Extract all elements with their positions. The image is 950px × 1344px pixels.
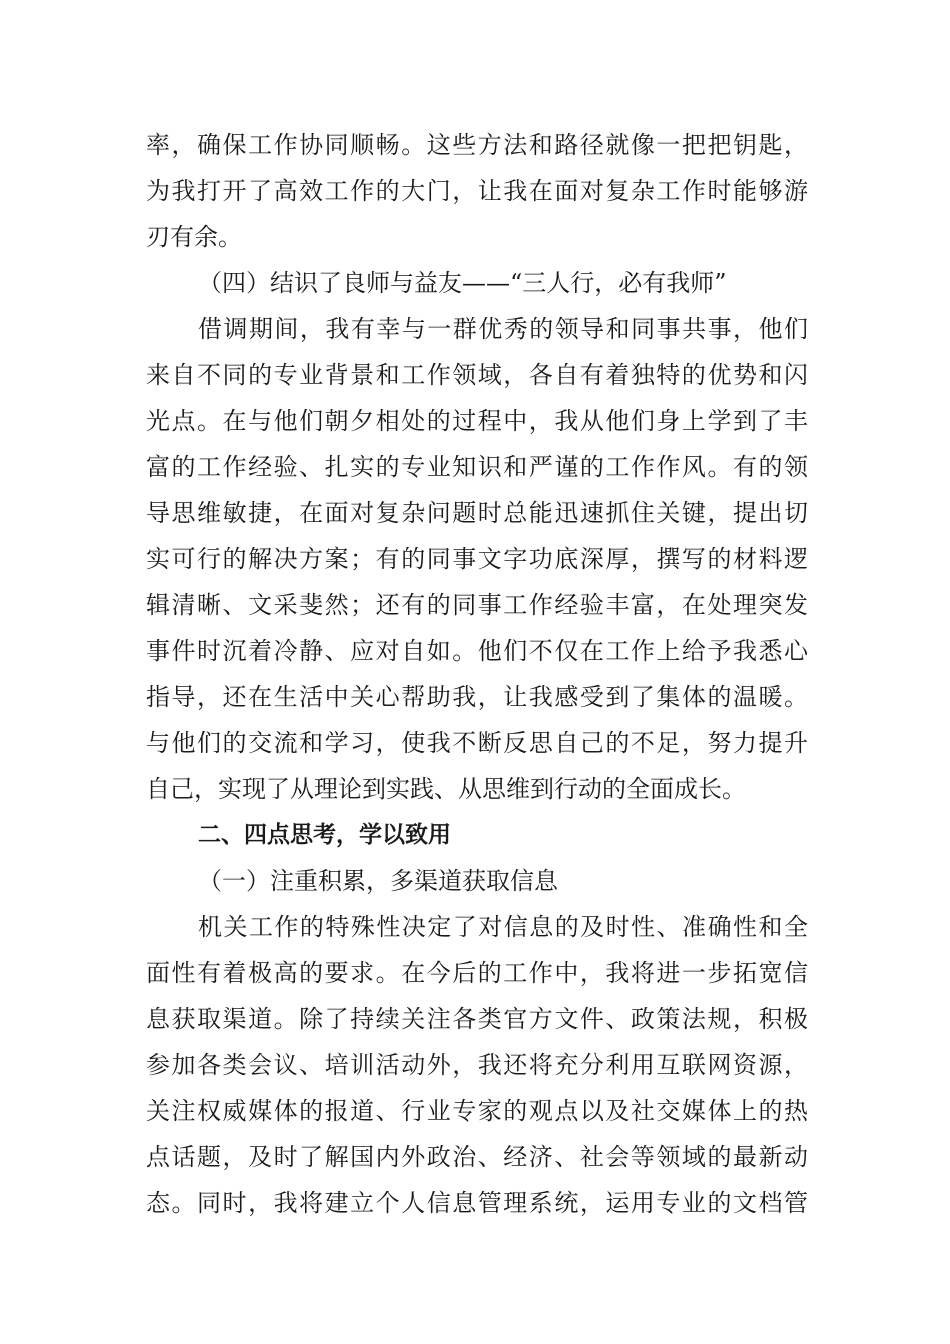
text-line: 面性有着极高的要求。在今后的工作中，我将进一步拓宽信 [146, 959, 808, 987]
text-line: 实可行的解决方案；有的同事文字功底深厚，撰写的材料逻 [146, 545, 808, 573]
paragraph-intro [146, 122, 808, 260]
text-line: 点话题，及时了解国内外政治、经济、社会等领域的最新动 [146, 1143, 808, 1171]
text-line: 借调期间，我有幸与一群优秀的领导和同事共事，他们 [198, 315, 808, 343]
text-line: 辑清晰、文采斐然；还有的同事工作经验丰富，在处理突发 [146, 591, 808, 619]
text-line: 参加各类会议、培训活动外，我还将充分利用互联网资源， [146, 1051, 808, 1079]
text-line: 自己，实现了从理论到实践、从思维到行动的全面成长。 [146, 775, 746, 803]
section-heading-two: 二、四点思考，学以致用 [198, 822, 451, 848]
text-line: 指导，还在生活中关心帮助我，让我感受到了集体的温暖。 [146, 683, 808, 711]
text-line: 来自不同的专业背景和工作领域，各自有着独特的优势和闪 [146, 361, 808, 389]
text-line: 光点。在与他们朝夕相处的过程中，我从他们身上学到了丰 [146, 407, 808, 435]
paragraph-info [146, 904, 808, 1226]
text-line: 事件时沉着冷静、应对自如。他们不仅在工作上给予我悉心 [146, 637, 808, 665]
subheading-one: （一）注重积累，多渠道获取信息 [198, 867, 558, 895]
text-line: 导思维敏捷，在面对复杂问题时总能迅速抓住关键，提出切 [146, 499, 808, 527]
text-line: 态。同时，我将建立个人信息管理系统，运用专业的文档管 [146, 1189, 808, 1217]
text-line: 为我打开了高效工作的大门，让我在面对复杂工作时能够游 [146, 177, 808, 205]
text-line: 刃有余。 [146, 223, 242, 251]
text-line: 关注权威媒体的报道、行业专家的观点以及社交媒体上的热 [146, 1097, 808, 1125]
text-line: 与他们的交流和学习，使我不断反思自己的不足，努力提升 [146, 729, 808, 757]
subheading-four: （四）结识了良师与益友——“三人行，必有我师” [198, 269, 727, 297]
text-line: 率，确保工作协同顺畅。这些方法和路径就像一把把钥匙， [146, 131, 808, 159]
text-line: 富的工作经验、扎实的专业知识和严谨的工作作风。有的领 [146, 453, 808, 481]
paragraph-mentors [146, 306, 808, 812]
text-line: 机关工作的特殊性决定了对信息的及时性、准确性和全 [198, 913, 808, 941]
text-line: 息获取渠道。除了持续关注各类官方文件、政策法规，积极 [146, 1005, 808, 1033]
document-body [146, 122, 808, 1226]
